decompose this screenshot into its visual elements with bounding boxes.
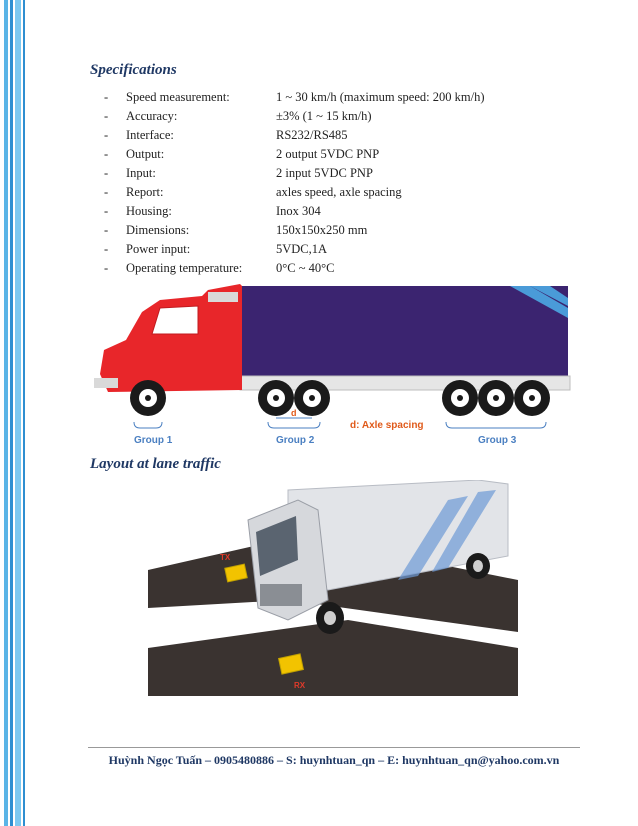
tx-label: TX (220, 553, 231, 562)
spec-value: 2 output 5VDC PNP (276, 147, 380, 161)
cab-deflector (208, 292, 238, 302)
wheel (442, 380, 478, 416)
group3-label: Group 3 (478, 435, 517, 446)
spec-row: - Operating temperature: 0°C ~ 40°C (104, 259, 574, 278)
spec-row: - Speed measurement: 1 ~ 30 km/h (maximum speed: 200 km/h) (104, 88, 574, 107)
specifications-list (104, 88, 574, 278)
footer-contact: Huỳnh Ngọc Tuấn – 0905480886 – S: huynhtuan_qn – E: huynhtuan_qn@yahoo.com.vn (108, 753, 560, 767)
spec-label: Report: (126, 185, 164, 199)
spec-row: - Housing: Inox 304 (104, 202, 574, 221)
group2-label: Group 2 (276, 435, 315, 446)
spec-value: RS232/RS485 (276, 128, 348, 142)
spec-row: - Dimensions: 150x150x250 mm (104, 221, 574, 240)
spec-label: Dimensions: (126, 223, 190, 237)
spec-label: Output: (126, 147, 165, 161)
group2-brace (268, 422, 320, 428)
group3-brace (446, 422, 546, 428)
spec-value: 150x150x250 mm (276, 223, 368, 237)
wheel (478, 380, 514, 416)
lane-layout-illustration (148, 480, 518, 696)
spec-row: - Power input: 5VDC,1A (104, 240, 574, 259)
truck-axle-diagram (90, 282, 580, 450)
d-marker: d (291, 408, 297, 418)
spec-value: Inox 304 (276, 204, 321, 218)
spec-value: 1 ~ 30 km/h (maximum speed: 200 km/h) (276, 90, 485, 104)
spec-label: Input: (126, 166, 156, 180)
spec-label: Power input: (126, 242, 191, 256)
specifications-heading: Specifications (90, 62, 177, 78)
spec-label: Housing: (126, 204, 172, 218)
spec-label: Operating temperature: (126, 261, 243, 275)
cab-grille (260, 584, 302, 606)
spec-row: - Output: 2 output 5VDC PNP (104, 145, 574, 164)
footer-divider (88, 747, 580, 748)
cab-window (152, 306, 198, 334)
front-bumper (94, 378, 118, 388)
wheel (258, 380, 294, 416)
spec-value: ±3% (1 ~ 15 km/h) (276, 109, 372, 123)
wheel (316, 602, 344, 634)
group1-brace (134, 422, 162, 428)
spec-row: - Interface: RS232/RS485 (104, 126, 574, 145)
spec-value: axles speed, axle spacing (276, 185, 402, 199)
wheel (130, 380, 166, 416)
spec-row: - Accuracy: ±3% (1 ~ 15 km/h) (104, 107, 574, 126)
trailer-body (242, 286, 568, 376)
spec-value: 0°C ~ 40°C (276, 261, 335, 275)
wheel (294, 380, 330, 416)
spec-label: Speed measurement: (126, 90, 230, 104)
spec-row: - Report: axles speed, axle spacing (104, 183, 574, 202)
layout-heading: Layout at lane traffic (90, 456, 221, 472)
spec-value: 5VDC,1A (276, 242, 328, 256)
page-edge-decoration (0, 0, 30, 826)
group1-label: Group 1 (134, 435, 173, 446)
spec-label: Interface: (126, 128, 174, 142)
spec-label: Accuracy: (126, 109, 178, 123)
wheel (514, 380, 550, 416)
rx-label: RX (294, 681, 306, 690)
spec-value: 2 input 5VDC PNP (276, 166, 373, 180)
spec-row: - Input: 2 input 5VDC PNP (104, 164, 574, 183)
wheel (466, 553, 490, 579)
axle-spacing-note: d: Axle spacing (350, 420, 424, 431)
